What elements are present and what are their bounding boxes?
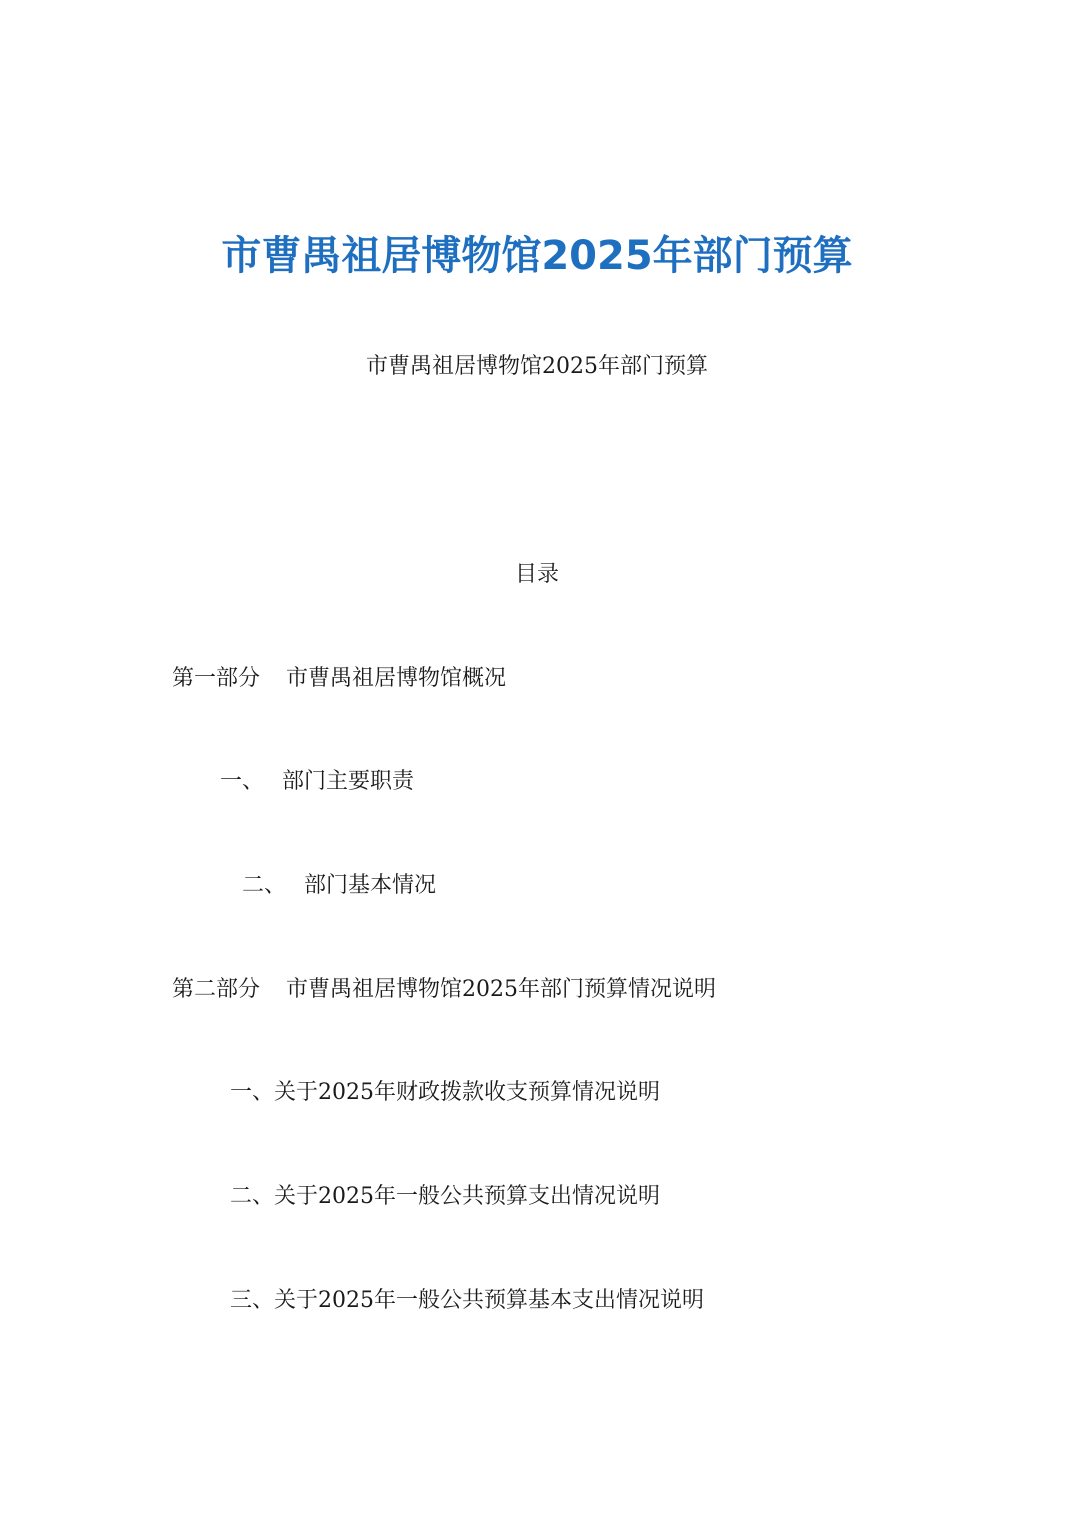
toc-part-1-text: 市曹禺祖居博物馆概况 [286, 666, 507, 691]
toc-item-2-3 [230, 1286, 704, 1316]
toc-item-2-3-text: 关于2025年一般公共预算基本支出情况说明 [274, 1288, 705, 1313]
toc-item-1-2 [242, 871, 436, 901]
toc-part-2-number: 第二部分 [172, 977, 261, 1002]
toc-part-1-number: 第一部分 [172, 666, 261, 691]
toc-heading: 目录 [514, 562, 559, 587]
toc-item-1-1-number: 一、 [220, 769, 265, 794]
toc-part-1 [172, 664, 506, 694]
toc-part-2 [172, 975, 716, 1005]
toc-item-1-1-text: 部门主要职责 [282, 769, 415, 794]
toc-item-2-2-number: 二、 [230, 1184, 275, 1209]
document-subtitle: 市曹禺祖居博物馆2025年部门预算 [366, 354, 708, 379]
toc-item-2-2 [230, 1182, 660, 1212]
toc-item-2-1 [230, 1078, 660, 1108]
toc-item-2-1-text: 关于2025年财政拨款收支预算情况说明 [274, 1080, 661, 1105]
toc-part-2-text: 市曹禺祖居博物馆2025年部门预算情况说明 [286, 977, 717, 1002]
toc-item-2-2-text: 关于2025年一般公共预算支出情况说明 [274, 1184, 661, 1209]
toc-item-1-2-text: 部门基本情况 [304, 873, 437, 898]
toc-item-2-1-number: 一、 [230, 1080, 275, 1105]
toc-item-1-2-number: 二、 [242, 873, 287, 898]
toc-item-1-1 [220, 767, 414, 797]
document-title: 市曹禺祖居博物馆2025年部门预算 [221, 233, 853, 279]
toc-item-2-3-number: 三、 [230, 1288, 275, 1313]
